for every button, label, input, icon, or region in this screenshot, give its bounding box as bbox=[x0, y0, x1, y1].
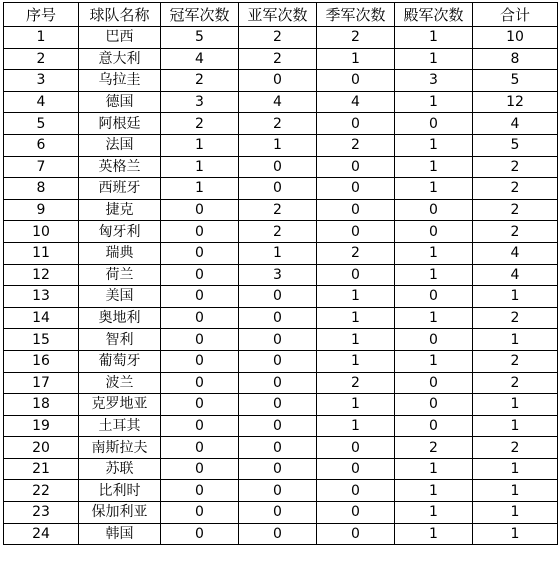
total-cell: 5 bbox=[473, 134, 558, 156]
total-cell: 1 bbox=[473, 329, 558, 351]
table-row bbox=[4, 329, 558, 351]
total-cell: 5 bbox=[473, 70, 558, 92]
index-cell: 13 bbox=[4, 286, 79, 308]
runner-up-count-cell: 2 bbox=[239, 48, 317, 70]
standings-table bbox=[3, 2, 558, 545]
third-place-count-cell: 0 bbox=[317, 199, 395, 221]
team-name-cell: 智利 bbox=[79, 329, 161, 351]
index-cell: 6 bbox=[4, 134, 79, 156]
index-cell: 8 bbox=[4, 178, 79, 200]
third-place-count-cell: 0 bbox=[317, 221, 395, 243]
fourth-place-count-cell: 1 bbox=[395, 48, 473, 70]
fourth-place-count-cell: 1 bbox=[395, 178, 473, 200]
index-cell: 20 bbox=[4, 437, 79, 459]
table-row bbox=[4, 286, 558, 308]
table-row bbox=[4, 502, 558, 524]
total-cell: 1 bbox=[473, 458, 558, 480]
team-name-cell: 韩国 bbox=[79, 523, 161, 545]
runner-up-count-cell: 0 bbox=[239, 437, 317, 459]
third-place-count-cell: 1 bbox=[317, 394, 395, 416]
table-row bbox=[4, 437, 558, 459]
champion-count-cell: 3 bbox=[161, 91, 239, 113]
index-cell: 15 bbox=[4, 329, 79, 351]
third-place-count-cell: 2 bbox=[317, 27, 395, 49]
table-row bbox=[4, 48, 558, 70]
runner-up-count-cell: 0 bbox=[239, 307, 317, 329]
index-cell: 22 bbox=[4, 480, 79, 502]
total-cell: 4 bbox=[473, 264, 558, 286]
table-row bbox=[4, 523, 558, 545]
header-index: 序号 bbox=[4, 3, 79, 27]
third-place-count-cell: 0 bbox=[317, 502, 395, 524]
header-team-name: 球队名称 bbox=[79, 3, 161, 27]
total-cell: 4 bbox=[473, 113, 558, 135]
team-name-cell: 乌拉圭 bbox=[79, 70, 161, 92]
fourth-place-count-cell: 0 bbox=[395, 286, 473, 308]
total-cell: 2 bbox=[473, 156, 558, 178]
team-name-cell: 意大利 bbox=[79, 48, 161, 70]
table-row bbox=[4, 221, 558, 243]
team-name-cell: 奥地利 bbox=[79, 307, 161, 329]
team-name-cell: 法国 bbox=[79, 134, 161, 156]
fourth-place-count-cell: 1 bbox=[395, 242, 473, 264]
index-cell: 23 bbox=[4, 502, 79, 524]
total-cell: 2 bbox=[473, 221, 558, 243]
champion-count-cell: 2 bbox=[161, 113, 239, 135]
team-name-cell: 保加利亚 bbox=[79, 502, 161, 524]
index-cell: 2 bbox=[4, 48, 79, 70]
total-cell: 12 bbox=[473, 91, 558, 113]
fourth-place-count-cell: 1 bbox=[395, 523, 473, 545]
champion-count-cell: 0 bbox=[161, 415, 239, 437]
runner-up-count-cell: 3 bbox=[239, 264, 317, 286]
team-name-cell: 比利时 bbox=[79, 480, 161, 502]
runner-up-count-cell: 0 bbox=[239, 156, 317, 178]
runner-up-count-cell: 2 bbox=[239, 113, 317, 135]
table-row bbox=[4, 394, 558, 416]
team-name-cell: 英格兰 bbox=[79, 156, 161, 178]
table-row bbox=[4, 372, 558, 394]
third-place-count-cell: 0 bbox=[317, 264, 395, 286]
third-place-count-cell: 0 bbox=[317, 437, 395, 459]
fourth-place-count-cell: 1 bbox=[395, 27, 473, 49]
team-name-cell: 阿根廷 bbox=[79, 113, 161, 135]
index-cell: 17 bbox=[4, 372, 79, 394]
third-place-count-cell: 2 bbox=[317, 242, 395, 264]
champion-count-cell: 1 bbox=[161, 134, 239, 156]
index-cell: 21 bbox=[4, 458, 79, 480]
header-runner-up-count: 亚军次数 bbox=[239, 3, 317, 27]
fourth-place-count-cell: 2 bbox=[395, 437, 473, 459]
total-cell: 2 bbox=[473, 199, 558, 221]
index-cell: 12 bbox=[4, 264, 79, 286]
total-cell: 1 bbox=[473, 480, 558, 502]
runner-up-count-cell: 0 bbox=[239, 523, 317, 545]
team-name-cell: 南斯拉夫 bbox=[79, 437, 161, 459]
fourth-place-count-cell: 0 bbox=[395, 415, 473, 437]
total-cell: 1 bbox=[473, 394, 558, 416]
total-cell: 2 bbox=[473, 178, 558, 200]
champion-count-cell: 0 bbox=[161, 502, 239, 524]
third-place-count-cell: 0 bbox=[317, 70, 395, 92]
fourth-place-count-cell: 1 bbox=[395, 134, 473, 156]
total-cell: 2 bbox=[473, 307, 558, 329]
table-row bbox=[4, 178, 558, 200]
champion-count-cell: 0 bbox=[161, 372, 239, 394]
team-name-cell: 西班牙 bbox=[79, 178, 161, 200]
champion-count-cell: 0 bbox=[161, 458, 239, 480]
fourth-place-count-cell: 1 bbox=[395, 480, 473, 502]
index-cell: 1 bbox=[4, 27, 79, 49]
fourth-place-count-cell: 0 bbox=[395, 113, 473, 135]
total-cell: 4 bbox=[473, 242, 558, 264]
team-name-cell: 德国 bbox=[79, 91, 161, 113]
fourth-place-count-cell: 1 bbox=[395, 91, 473, 113]
runner-up-count-cell: 2 bbox=[239, 199, 317, 221]
fourth-place-count-cell: 3 bbox=[395, 70, 473, 92]
index-cell: 3 bbox=[4, 70, 79, 92]
team-name-cell: 匈牙利 bbox=[79, 221, 161, 243]
fourth-place-count-cell: 1 bbox=[395, 264, 473, 286]
index-cell: 14 bbox=[4, 307, 79, 329]
total-cell: 2 bbox=[473, 372, 558, 394]
team-name-cell: 巴西 bbox=[79, 27, 161, 49]
table-row bbox=[4, 113, 558, 135]
team-name-cell: 瑞典 bbox=[79, 242, 161, 264]
table-row bbox=[4, 458, 558, 480]
third-place-count-cell: 0 bbox=[317, 480, 395, 502]
table-row bbox=[4, 415, 558, 437]
fourth-place-count-cell: 0 bbox=[395, 329, 473, 351]
champion-count-cell: 1 bbox=[161, 178, 239, 200]
runner-up-count-cell: 2 bbox=[239, 27, 317, 49]
champion-count-cell: 0 bbox=[161, 286, 239, 308]
index-cell: 10 bbox=[4, 221, 79, 243]
team-name-cell: 土耳其 bbox=[79, 415, 161, 437]
runner-up-count-cell: 1 bbox=[239, 134, 317, 156]
header-total: 合计 bbox=[473, 3, 558, 27]
champion-count-cell: 0 bbox=[161, 264, 239, 286]
runner-up-count-cell: 0 bbox=[239, 372, 317, 394]
fourth-place-count-cell: 0 bbox=[395, 221, 473, 243]
team-name-cell: 克罗地亚 bbox=[79, 394, 161, 416]
table-row bbox=[4, 242, 558, 264]
champion-count-cell: 0 bbox=[161, 242, 239, 264]
table-row bbox=[4, 199, 558, 221]
total-cell: 1 bbox=[473, 523, 558, 545]
table-row bbox=[4, 70, 558, 92]
third-place-count-cell: 0 bbox=[317, 113, 395, 135]
champion-count-cell: 4 bbox=[161, 48, 239, 70]
team-name-cell: 苏联 bbox=[79, 458, 161, 480]
index-cell: 19 bbox=[4, 415, 79, 437]
champion-count-cell: 0 bbox=[161, 307, 239, 329]
total-cell: 8 bbox=[473, 48, 558, 70]
table-row bbox=[4, 264, 558, 286]
table-row bbox=[4, 134, 558, 156]
champion-count-cell: 0 bbox=[161, 523, 239, 545]
table-row bbox=[4, 27, 558, 49]
fourth-place-count-cell: 1 bbox=[395, 350, 473, 372]
fourth-place-count-cell: 0 bbox=[395, 394, 473, 416]
index-cell: 9 bbox=[4, 199, 79, 221]
table-row bbox=[4, 350, 558, 372]
fourth-place-count-cell: 1 bbox=[395, 307, 473, 329]
runner-up-count-cell: 0 bbox=[239, 480, 317, 502]
index-cell: 11 bbox=[4, 242, 79, 264]
runner-up-count-cell: 1 bbox=[239, 242, 317, 264]
runner-up-count-cell: 0 bbox=[239, 70, 317, 92]
third-place-count-cell: 4 bbox=[317, 91, 395, 113]
table-row bbox=[4, 91, 558, 113]
third-place-count-cell: 0 bbox=[317, 178, 395, 200]
third-place-count-cell: 2 bbox=[317, 372, 395, 394]
team-name-cell: 葡萄牙 bbox=[79, 350, 161, 372]
champion-count-cell: 0 bbox=[161, 221, 239, 243]
runner-up-count-cell: 0 bbox=[239, 178, 317, 200]
table-row bbox=[4, 307, 558, 329]
team-name-cell: 波兰 bbox=[79, 372, 161, 394]
table-row bbox=[4, 480, 558, 502]
index-cell: 5 bbox=[4, 113, 79, 135]
third-place-count-cell: 1 bbox=[317, 350, 395, 372]
header-fourth-place-count: 殿军次数 bbox=[395, 3, 473, 27]
total-cell: 1 bbox=[473, 502, 558, 524]
champion-count-cell: 0 bbox=[161, 437, 239, 459]
fourth-place-count-cell: 1 bbox=[395, 156, 473, 178]
team-name-cell: 荷兰 bbox=[79, 264, 161, 286]
index-cell: 4 bbox=[4, 91, 79, 113]
table-row bbox=[4, 156, 558, 178]
fourth-place-count-cell: 1 bbox=[395, 502, 473, 524]
team-name-cell: 捷克 bbox=[79, 199, 161, 221]
third-place-count-cell: 2 bbox=[317, 134, 395, 156]
third-place-count-cell: 1 bbox=[317, 286, 395, 308]
total-cell: 10 bbox=[473, 27, 558, 49]
standings-sheet bbox=[3, 2, 558, 545]
runner-up-count-cell: 2 bbox=[239, 221, 317, 243]
header-champion-count: 冠军次数 bbox=[161, 3, 239, 27]
total-cell: 2 bbox=[473, 350, 558, 372]
champion-count-cell: 0 bbox=[161, 329, 239, 351]
total-cell: 2 bbox=[473, 437, 558, 459]
runner-up-count-cell: 0 bbox=[239, 350, 317, 372]
runner-up-count-cell: 4 bbox=[239, 91, 317, 113]
team-name-cell: 美国 bbox=[79, 286, 161, 308]
fourth-place-count-cell: 1 bbox=[395, 458, 473, 480]
runner-up-count-cell: 0 bbox=[239, 502, 317, 524]
runner-up-count-cell: 0 bbox=[239, 286, 317, 308]
champion-count-cell: 1 bbox=[161, 156, 239, 178]
champion-count-cell: 0 bbox=[161, 199, 239, 221]
runner-up-count-cell: 0 bbox=[239, 394, 317, 416]
table-body bbox=[4, 27, 558, 545]
champion-count-cell: 5 bbox=[161, 27, 239, 49]
third-place-count-cell: 0 bbox=[317, 156, 395, 178]
index-cell: 18 bbox=[4, 394, 79, 416]
index-cell: 16 bbox=[4, 350, 79, 372]
fourth-place-count-cell: 0 bbox=[395, 372, 473, 394]
champion-count-cell: 2 bbox=[161, 70, 239, 92]
champion-count-cell: 0 bbox=[161, 350, 239, 372]
fourth-place-count-cell: 0 bbox=[395, 199, 473, 221]
runner-up-count-cell: 0 bbox=[239, 329, 317, 351]
champion-count-cell: 0 bbox=[161, 480, 239, 502]
third-place-count-cell: 1 bbox=[317, 48, 395, 70]
header-third-place-count: 季军次数 bbox=[317, 3, 395, 27]
third-place-count-cell: 1 bbox=[317, 415, 395, 437]
index-cell: 7 bbox=[4, 156, 79, 178]
runner-up-count-cell: 0 bbox=[239, 458, 317, 480]
champion-count-cell: 0 bbox=[161, 394, 239, 416]
total-cell: 1 bbox=[473, 415, 558, 437]
third-place-count-cell: 1 bbox=[317, 307, 395, 329]
third-place-count-cell: 0 bbox=[317, 523, 395, 545]
runner-up-count-cell: 0 bbox=[239, 415, 317, 437]
third-place-count-cell: 1 bbox=[317, 329, 395, 351]
total-cell: 1 bbox=[473, 286, 558, 308]
header-row bbox=[4, 3, 558, 27]
index-cell: 24 bbox=[4, 523, 79, 545]
third-place-count-cell: 0 bbox=[317, 458, 395, 480]
